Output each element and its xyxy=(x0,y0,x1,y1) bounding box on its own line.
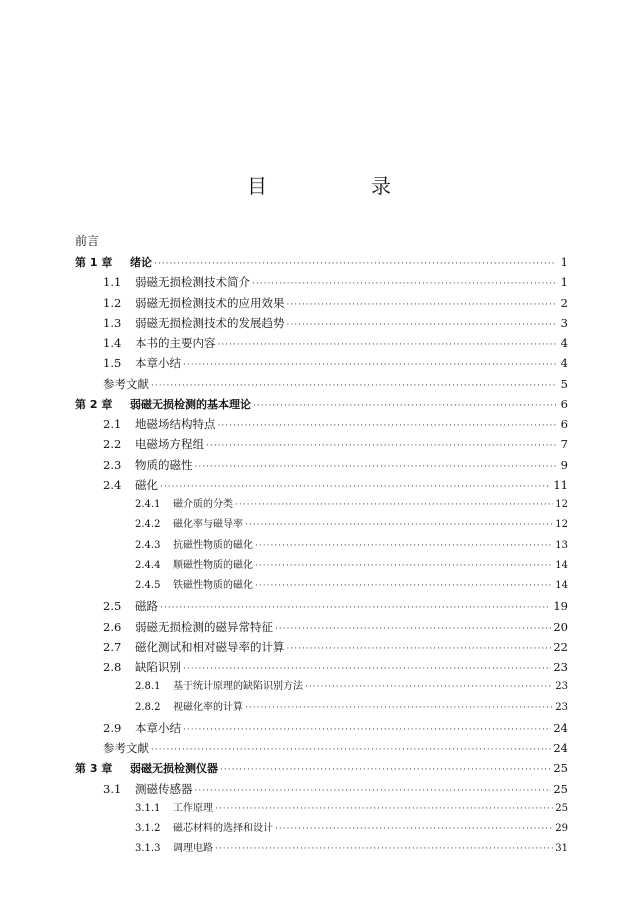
toc-leader-dots xyxy=(255,536,553,556)
toc-leader-dots xyxy=(305,677,553,697)
toc-entry-page: 1 xyxy=(560,275,568,290)
toc-entry-title: 抗磁性物质的磁化 xyxy=(173,539,253,551)
toc-leader-dots xyxy=(151,376,556,396)
toc-entry-page: 25 xyxy=(553,761,568,776)
toc-entry-title: 基于统计原理的缺陷识别方法 xyxy=(173,681,303,693)
toc-entry-title: 绪论 xyxy=(130,256,152,269)
toc-entry-page: 7 xyxy=(560,437,568,452)
toc-leader-dots xyxy=(252,274,556,294)
toc-leader-dots xyxy=(183,720,551,740)
toc-entry xyxy=(135,677,568,697)
toc-entry xyxy=(103,272,568,292)
toc-entry-page: 23 xyxy=(555,681,568,693)
toc-entry-page: 23 xyxy=(555,701,568,713)
toc-entry-number: 3.1.3 xyxy=(135,843,161,855)
toc-entry xyxy=(75,394,568,414)
toc-leader-dots xyxy=(245,698,553,718)
toc-entry xyxy=(103,657,568,677)
toc-leader-dots xyxy=(253,396,556,416)
toc-leader-dots xyxy=(195,781,552,801)
toc-entry-title: 物质的磁性 xyxy=(135,457,193,472)
toc-entry xyxy=(135,698,568,718)
toc-entry-title: 弱磁无损检测技术的发展趋势 xyxy=(135,315,285,330)
toc-entry-number: 2.9 xyxy=(103,720,122,735)
toc-entry-number: 3.1.2 xyxy=(135,823,161,834)
toc-entry-page: 2 xyxy=(560,295,568,310)
toc-entry-title: 本章小结 xyxy=(135,356,181,371)
toc-entry-title: 磁化 xyxy=(135,477,158,492)
toc-entry-number: 2.3 xyxy=(103,457,122,472)
toc-entry xyxy=(103,374,568,394)
toc-entry-number: 第 2 章 xyxy=(75,397,113,411)
toc-entry-number: 2.8.2 xyxy=(135,701,161,713)
toc-leader-dots xyxy=(275,619,551,639)
toc-leader-dots xyxy=(255,576,553,596)
toc-entry-title: 弱磁无损检测的基本理论 xyxy=(130,397,251,411)
toc-leader-dots xyxy=(220,760,551,780)
toc-entry-title: 地磁场结构特点 xyxy=(135,417,216,431)
toc-entry-number: 2.4.2 xyxy=(135,519,161,531)
toc-entry-title: 视磁化率的计算 xyxy=(173,701,243,713)
toc-entry-title: 参考文献 xyxy=(103,376,149,391)
toc-entry-number: 1.2 xyxy=(103,295,122,310)
toc-entry xyxy=(103,455,568,475)
toc-entry-title: 顺磁性物质的磁化 xyxy=(173,559,253,571)
toc-entry xyxy=(103,313,568,333)
toc-entry-title: 本章小结 xyxy=(135,720,181,735)
toc-entry-title: 弱磁无损检测技术的应用效果 xyxy=(135,295,285,310)
toc-entry-number: 2.4.1 xyxy=(135,499,161,510)
toc-entry-number: 3.1 xyxy=(103,781,122,796)
toc-entry xyxy=(75,758,568,778)
toc-entry-page: 12 xyxy=(555,519,568,531)
toc-entry xyxy=(135,576,568,596)
toc-entry xyxy=(135,515,568,535)
toc-leader-dots xyxy=(206,436,556,456)
toc-entry xyxy=(103,637,568,657)
toc-leader-dots xyxy=(160,477,551,497)
toc-leader-dots xyxy=(275,819,553,839)
toc-entry-page: 3 xyxy=(560,315,568,330)
toc-entry xyxy=(135,536,568,556)
toc-entry-page: 25 xyxy=(553,781,568,796)
toc-entry-page: 4 xyxy=(560,336,568,350)
toc-entry-number: 2.4.5 xyxy=(135,580,161,591)
toc-entry-number: 1.3 xyxy=(103,315,122,330)
toc-entry-title: 弱磁无损检测仪器 xyxy=(130,762,218,776)
toc-entry-title: 弱磁无损检测技术简介 xyxy=(135,275,250,290)
toc-leader-dots xyxy=(183,355,556,375)
toc-leader-dots xyxy=(215,799,553,819)
toc-entry-page: 1 xyxy=(560,255,568,269)
toc-entry-page: 9 xyxy=(560,457,568,472)
toc-entry-page: 11 xyxy=(553,477,568,492)
toc-entry xyxy=(135,799,568,819)
toc-entry xyxy=(103,353,568,373)
toc-leader-dots xyxy=(255,556,553,576)
toc-entry-number: 第 3 章 xyxy=(75,762,113,776)
toc-leader-dots xyxy=(235,495,553,515)
toc-preface: 前言 xyxy=(75,234,100,248)
toc-entry xyxy=(135,839,568,859)
toc-entry-number: 2.1 xyxy=(103,417,122,431)
toc-entry-page: 24 xyxy=(553,741,568,755)
toc-entry-number: 2.4.3 xyxy=(135,539,161,551)
toc-entry-page: 5 xyxy=(560,376,568,391)
toc-entry-number: 1.5 xyxy=(103,356,122,371)
toc-entry xyxy=(103,414,568,434)
toc-entry xyxy=(103,718,568,738)
toc-entry-page: 13 xyxy=(555,539,568,551)
toc-entry-title: 磁芯材料的选择和设计 xyxy=(173,823,273,834)
toc-entry-page: 31 xyxy=(555,843,568,855)
toc-leader-dots xyxy=(218,335,557,355)
toc-entry xyxy=(103,596,568,616)
toc-entry-title: 铁磁性物质的磁化 xyxy=(173,580,253,591)
toc-entry-title: 本书的主要内容 xyxy=(135,336,216,350)
toc-entry-page: 29 xyxy=(555,823,568,834)
toc-entry-title: 缺陷识别 xyxy=(135,660,181,674)
toc-entry-title: 磁化率与磁导率 xyxy=(173,519,243,531)
toc-entry-number: 第 1 章 xyxy=(75,256,113,269)
page-title: 目 录 xyxy=(247,174,433,198)
toc-leader-dots xyxy=(245,515,553,535)
toc-entry-page: 6 xyxy=(560,396,568,411)
toc-entry-page: 14 xyxy=(555,580,568,591)
toc-entry-number: 2.2 xyxy=(103,437,122,452)
toc-leader-dots xyxy=(287,295,557,315)
toc-entry-title: 参考文献 xyxy=(103,741,149,755)
toc-entry xyxy=(103,333,568,353)
toc-entry-number: 2.4.4 xyxy=(135,559,161,571)
toc-entry-number: 2.6 xyxy=(103,619,122,634)
toc-entry-page: 23 xyxy=(553,660,568,674)
toc-entry-number: 2.7 xyxy=(103,639,122,654)
toc-leader-dots xyxy=(183,659,551,679)
toc-entry-page: 4 xyxy=(560,356,568,371)
toc-entry xyxy=(135,819,568,839)
toc-entry xyxy=(103,738,568,758)
toc-leader-dots xyxy=(195,457,557,477)
toc-entry-number: 1.1 xyxy=(103,275,122,290)
toc-entry xyxy=(135,556,568,576)
toc-leader-dots xyxy=(287,315,557,335)
toc-entry xyxy=(103,434,568,454)
toc-entry-number: 2.5 xyxy=(103,599,122,614)
toc-entry-title: 磁化测试和相对磁导率的计算 xyxy=(135,639,285,654)
toc-entry-title: 电磁场方程组 xyxy=(135,437,204,452)
toc-entry-title: 测磁传感器 xyxy=(135,781,193,796)
toc-entry-title: 调理电路 xyxy=(173,843,213,855)
toc-entry xyxy=(103,617,568,637)
toc-entry xyxy=(103,475,568,495)
toc-entry-page: 6 xyxy=(560,417,568,431)
toc-leader-dots xyxy=(154,254,556,274)
toc-leader-dots xyxy=(151,740,551,760)
toc-entry-page: 25 xyxy=(555,802,568,814)
toc-entry-number: 2.8 xyxy=(103,660,122,674)
toc-entry xyxy=(135,495,568,515)
toc-entry-title: 工作原理 xyxy=(173,802,213,814)
toc-entry-number: 1.4 xyxy=(103,336,122,350)
toc-entry-page: 14 xyxy=(555,559,568,571)
toc-leader-dots xyxy=(160,598,551,618)
toc-entry-title: 弱磁无损检测的磁异常特征 xyxy=(135,619,273,634)
toc-leader-dots xyxy=(287,639,552,659)
toc-entry-title: 磁路 xyxy=(135,599,158,614)
toc-entry-number: 2.8.1 xyxy=(135,681,161,693)
toc-entry-title: 磁介质的分类 xyxy=(173,499,233,510)
toc-entry-number: 2.4 xyxy=(103,477,122,492)
toc-entry-page: 24 xyxy=(553,720,568,735)
toc-leader-dots xyxy=(218,416,557,436)
toc-entry xyxy=(103,779,568,799)
toc-leader-dots xyxy=(215,839,553,859)
toc-entry-page: 12 xyxy=(555,499,568,510)
toc-entry-page: 22 xyxy=(553,639,568,654)
toc-entry-page: 20 xyxy=(553,619,568,634)
toc-entry-number: 3.1.1 xyxy=(135,802,161,814)
toc-entry-page: 19 xyxy=(553,599,568,614)
toc-entry xyxy=(103,293,568,313)
toc-entry xyxy=(75,252,568,272)
